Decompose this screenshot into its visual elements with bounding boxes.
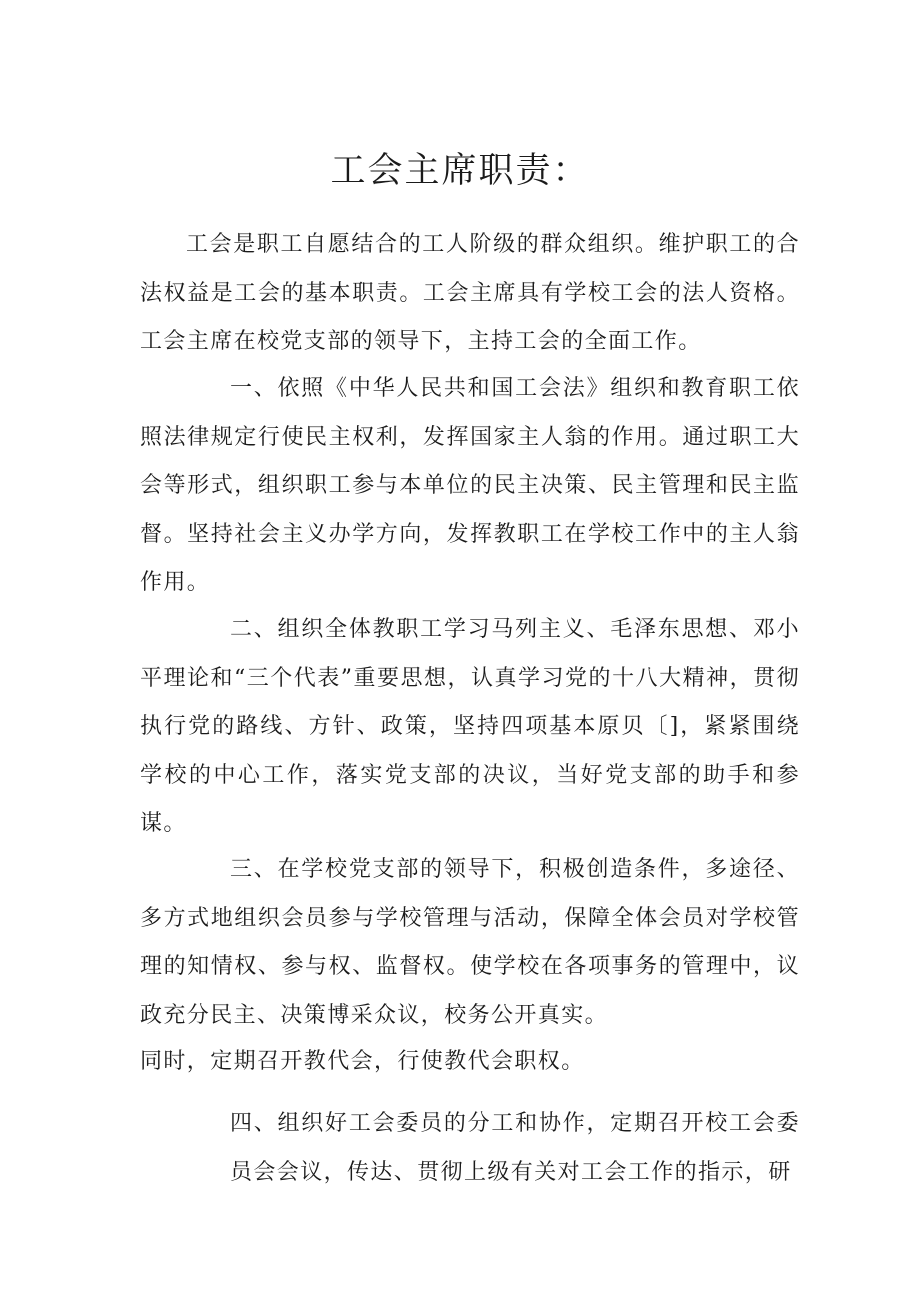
intro-paragraph: 工会是职工自愿结合的工人阶级的群众组织。维护职工的合法权益是工会的基本职责。工会主席具有学校工会的法人资格。工会主席在校党支部的领导下，主持工会的全面工作。 (140, 232, 800, 354)
duty-item-4: 四、组织好工会委员的分工和协作，定期召开校工会委员会会议，传达、贯彻上级有关对工会工作的指示，研 (230, 1111, 800, 1185)
duty-item-2: 二、组织全体教职工学习马列主义、毛泽东思想、邓小平理论和“三个代表”重要思想，认真学习党的十八大精神，贯彻执行党的路线、方针、政策，坚持四项基本原贝〔]，紧紧围绕学校的中心工作，落实党支部的决议，当好党支部的助手和参谋。 (140, 617, 800, 836)
tongshi-paragraph: 同时，定期召开教代会，行使教代会职权。 (140, 1049, 585, 1074)
duty-item-3: 三、在学校党支部的领导下，积极创造条件，多途径、多方式地组织会员参与学校管理与活动，保障全体会员对学校管理的知情权、参与权、监督权。使学校在各项事务的管理中，议政充分民主、决策博采众议，校务公开真实。 (140, 857, 800, 1028)
document-title: 工会主席职责： (330, 151, 590, 191)
duty-item-1: 一、依照《中华人民共和国工会法》组织和教育职工依照法律规定行使民主权利，发挥国家主人翁的作用。通过职工大会等形式，组织职工参与本单位的民主决策、民主管理和民主监督。坚持社会主义办学方向，发挥教职工在学校工作中的主人翁作用。 (140, 376, 800, 595)
